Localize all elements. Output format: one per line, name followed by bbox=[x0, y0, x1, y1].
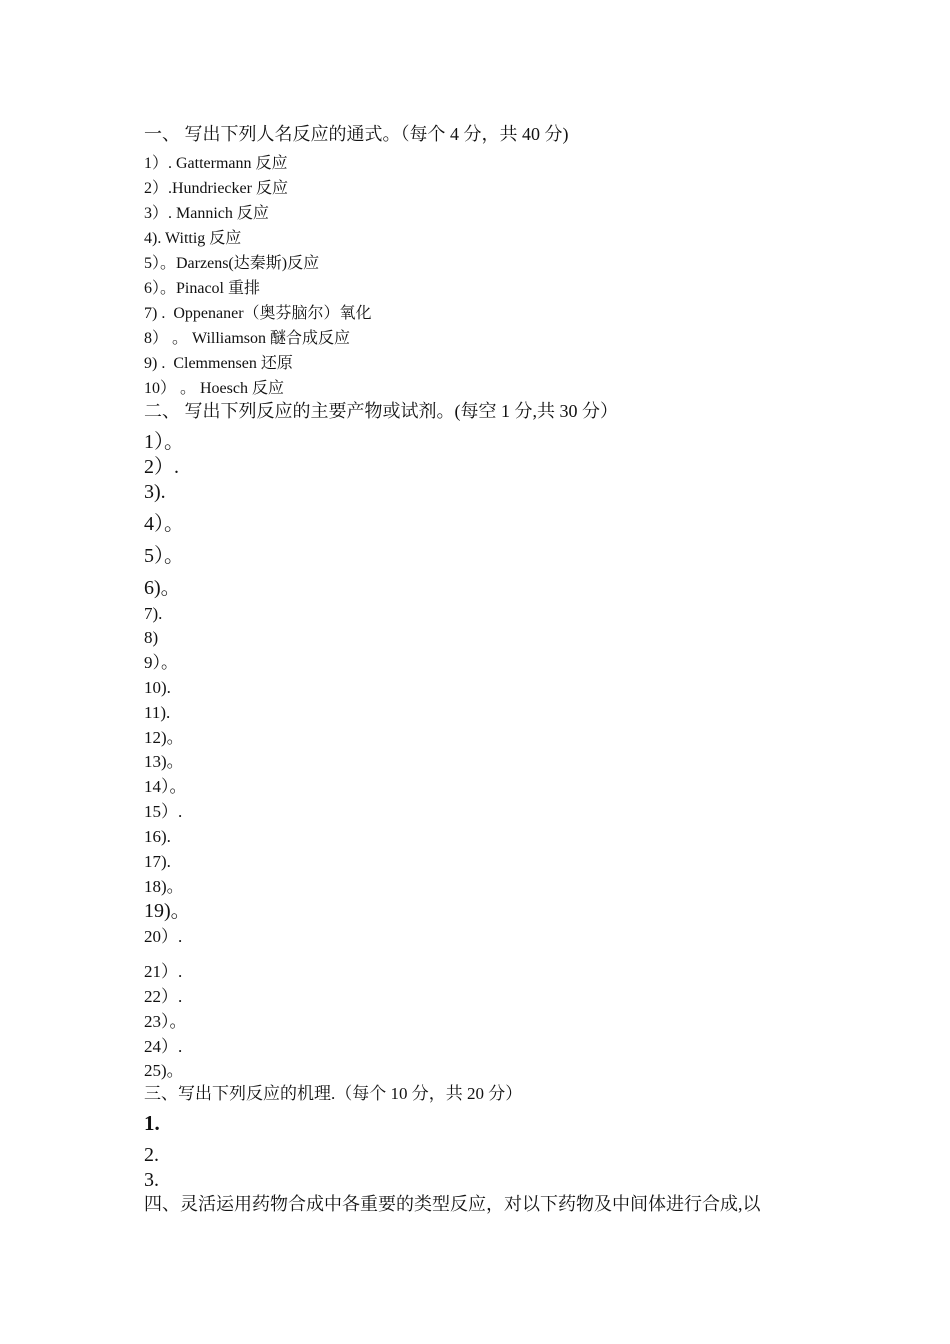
section2-item: 12)。 bbox=[144, 728, 184, 747]
section3-title: 三、写出下列反应的机理.（每个 10 分，共 20 分） bbox=[144, 1084, 523, 1103]
section2-item: 24）. bbox=[144, 1037, 183, 1056]
section2-item: 8) bbox=[144, 628, 159, 647]
section2-item: 13)。 bbox=[144, 752, 184, 771]
section4-title: 四、灵活运用药物合成中各重要的类型反应，对以下药物及中间体进行合成,以 bbox=[144, 1194, 761, 1214]
section2-item: 20）. bbox=[144, 927, 183, 946]
section2-item: 15）. bbox=[144, 802, 183, 821]
section2-item: 18)。 bbox=[144, 877, 184, 896]
section2-item: 3). bbox=[144, 481, 166, 503]
section2-item: 23）。 bbox=[144, 1012, 187, 1031]
section2-item: 4）。 bbox=[144, 513, 184, 535]
section2-item: 6)。 bbox=[144, 577, 181, 599]
section3-item: 2. bbox=[144, 1144, 159, 1166]
section1-item: 10） 。 Hoesch 反应 bbox=[144, 380, 284, 397]
section2-item: 9）。 bbox=[144, 653, 178, 672]
section1-item: 6）。Pinacol 重排 bbox=[144, 280, 260, 297]
section2-item: 16). bbox=[144, 827, 171, 846]
section1-item: 3）. Mannich 反应 bbox=[144, 205, 269, 222]
section2-item: 10). bbox=[144, 678, 171, 697]
section1-item: 8） 。 Williamson 醚合成反应 bbox=[144, 330, 351, 347]
section2-item: 25)。 bbox=[144, 1061, 184, 1080]
section2-item: 5）。 bbox=[144, 545, 184, 567]
section1-title: 一、 写出下列人名反应的通式。（每个 4 分，共 40 分) bbox=[144, 124, 569, 144]
section2-title: 二、 写出下列反应的主要产物或试剂。(每空 1 分,共 30 分） bbox=[144, 401, 618, 421]
section2-item: 7). bbox=[144, 604, 163, 623]
section3-item: 1. bbox=[144, 1111, 160, 1135]
section1-item: 4). Wittig 反应 bbox=[144, 230, 242, 247]
section2-item: 17). bbox=[144, 852, 171, 871]
section2-item: 1）。 bbox=[144, 431, 184, 453]
section2-item: 21）. bbox=[144, 962, 183, 981]
section2-item: 2）. bbox=[144, 456, 179, 478]
section1-item: 2）.Hundriecker 反应 bbox=[144, 180, 288, 197]
section2-item: 22）. bbox=[144, 987, 183, 1006]
section2-item: 19)。 bbox=[144, 900, 191, 922]
section1-item: 9) . Clemmensen 还原 bbox=[144, 355, 293, 372]
section2-item: 11). bbox=[144, 703, 171, 722]
section1-item: 5）。Darzens(达秦斯)反应 bbox=[144, 255, 320, 272]
section1-item: 7) . Oppenaner（奥芬脑尔）氧化 bbox=[144, 305, 372, 322]
section1-item: 1）. Gattermann 反应 bbox=[144, 155, 288, 172]
section3-item: 3. bbox=[144, 1169, 159, 1191]
section2-item: 14）。 bbox=[144, 777, 187, 796]
